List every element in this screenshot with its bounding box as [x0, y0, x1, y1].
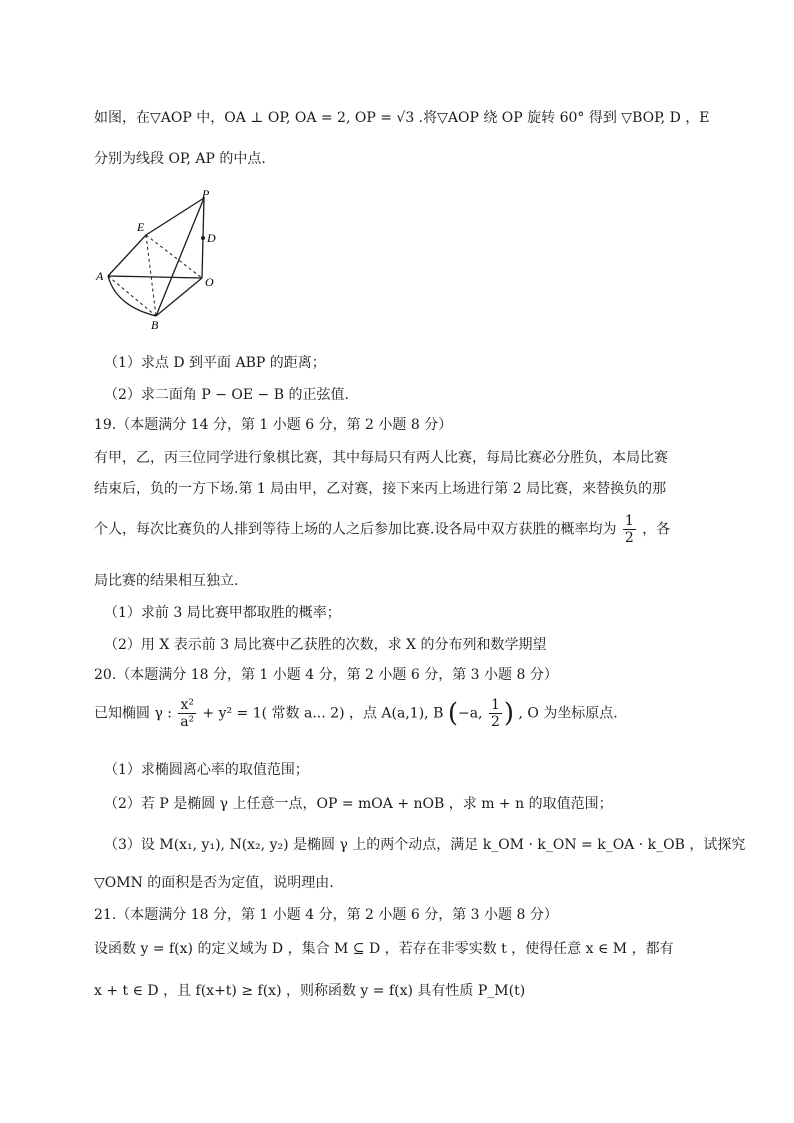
label-a: A	[96, 269, 104, 283]
edge-ae	[108, 235, 146, 276]
label-e: E	[137, 220, 145, 234]
p20-intro	[94, 698, 618, 729]
dash-eb	[146, 235, 156, 316]
p18-q1: （1）求点 D 到平面 ABP 的距离；	[104, 355, 326, 371]
label-p: P	[202, 188, 210, 201]
paren-open: (	[447, 698, 458, 729]
frac-den: a²	[180, 714, 195, 730]
edge-ao	[108, 276, 202, 278]
p20-q3: （3）设 M(x₁, y₁), N(x₂, y₂) 是椭圆 γ 上的两个动点，满足 k_OM · k_ON = k_OA · k_OB ，试探究	[104, 837, 746, 853]
p21-p2: x + t ∈ D ，且 f(x+t) ≥ f(x) ，则称函数 y = f(x) 具有性质 P_M(t)	[94, 983, 526, 999]
p19-p3	[94, 514, 670, 545]
p18-q2: （2）求二面角 P − OE − B 的正弦值.	[104, 387, 349, 403]
p19-p3-text: 个人，每次比赛负的人排到等待上场的人之后参加比赛.设各局中双方获胜的概率均为	[94, 521, 617, 538]
paren-close: )	[503, 698, 515, 729]
p19-header: 19.（本题满分 14 分，第 1 小题 6 分，第 2 小题 8 分）	[94, 417, 453, 433]
p19-p3-after: ，各	[642, 521, 671, 538]
p19-q1: （1）求前 3 局比赛甲都取胜的概率；	[104, 605, 341, 621]
p19-q2: （2）用 X 表示前 3 局比赛中乙获胜的次数，求 X 的分布列和数学期望	[104, 637, 547, 653]
p19-p2: 结束后，负的一方下场.第 1 局由甲，乙对赛，接下来丙上场进行第 2 局比赛，来替换负的那	[94, 481, 667, 497]
edge-ob	[156, 278, 202, 316]
frac-num: x²	[180, 697, 194, 713]
p18-line1: 如图，在▽AOP 中，OA ⊥ OP, OA = 2, OP = √3 .将▽AOP 绕 OP 旋转 60° 得到 ▽BOP, D ，E	[94, 110, 710, 126]
dash-ab	[108, 276, 156, 316]
p20-q1: （1）求椭圆离心率的取值范围；	[104, 762, 309, 778]
point-d	[201, 236, 205, 240]
p20-q3-cont: ▽OMN 的面积是否为定值，说明理由.	[94, 875, 334, 891]
p20-intro-b: + y² = 1( 常数 a... 2) ，点 A(a,1), B	[202, 705, 444, 722]
p21-header: 21.（本题满分 18 分，第 1 小题 4 分，第 2 小题 6 分，第 3 小题 8 分）	[94, 907, 558, 923]
edge-pb	[156, 198, 204, 316]
p20-header: 20.（本题满分 18 分，第 1 小题 4 分，第 2 小题 6 分，第 3 小题 8 分）	[94, 667, 558, 683]
label-b: B	[151, 318, 159, 332]
p19-p4: 局比赛的结果相互独立.	[94, 573, 239, 589]
p20-q2: （2）若 P 是椭圆 γ 上任意一点，OP = mOA + nOB ，求 m + n 的取值范围；	[104, 796, 613, 812]
p18-line2: 分别为线段 OP, AP 的中点.	[94, 151, 266, 167]
frac-num: 1	[624, 513, 634, 529]
p21-p1: 设函数 y = f(x) 的定义域为 D ，集合 M ⊆ D ，若存在非零实数 t ，使得任意 x ∈ M ，都有	[94, 941, 674, 957]
geometry-figure	[94, 188, 234, 333]
fraction-x2-a2	[178, 698, 196, 729]
p20-intro-c: −a,	[457, 705, 483, 722]
frac-den: 2	[624, 530, 634, 546]
frac-den: 2	[490, 714, 500, 730]
frac-num: 1	[490, 697, 500, 713]
p20-intro-a: 已知椭圆 γ :	[94, 705, 172, 722]
fraction-one-half-b	[489, 698, 502, 729]
p19-p1: 有甲，乙，丙三位同学进行象棋比赛，其中每局只有两人比赛，每局比赛必分胜负，本局比赛	[94, 450, 668, 466]
p20-intro-d: , O 为坐标原点.	[518, 705, 618, 722]
fraction-one-half	[623, 514, 636, 545]
label-d: D	[207, 231, 216, 245]
edge-ep	[146, 198, 204, 235]
label-o: O	[205, 275, 214, 289]
